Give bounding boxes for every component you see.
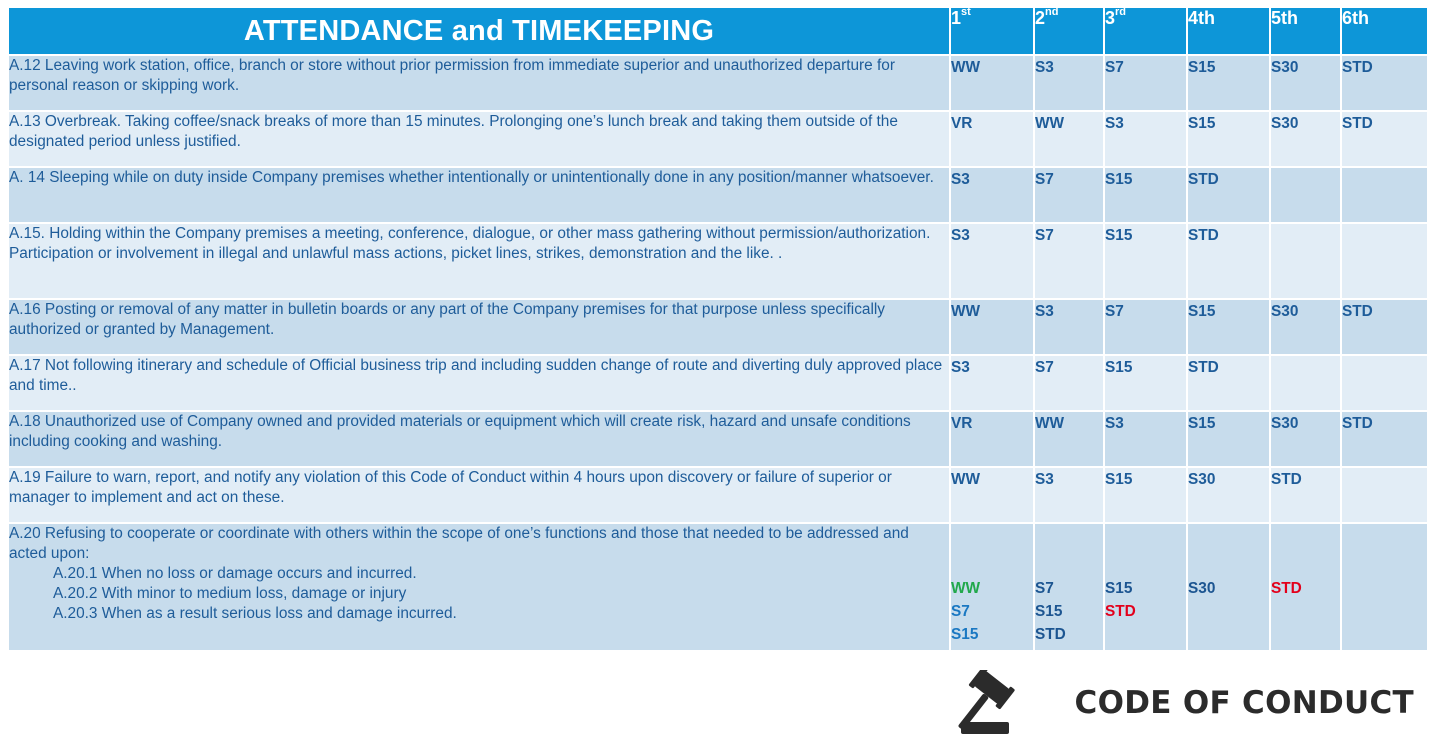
penalty-1st: S3: [951, 356, 1033, 410]
penalty-5th: S30: [1271, 412, 1340, 466]
penalty-3rd: S15: [1105, 224, 1186, 298]
table-row: [9, 56, 1427, 110]
penalty-4th: S15: [1188, 412, 1269, 466]
penalty-3rd: S7: [1105, 300, 1186, 354]
col-header-4th: 4th: [1188, 8, 1269, 54]
penalty-3rd: S7: [1105, 56, 1186, 110]
penalty-value: S7: [951, 603, 970, 620]
penalty-5th: S30: [1271, 56, 1340, 110]
table-row: [9, 468, 1427, 522]
col-header-6th: 6th: [1342, 8, 1427, 54]
penalty-4th: [1188, 524, 1269, 650]
logo-text: CODE OF CONDUCT: [1074, 685, 1414, 721]
col-header-sup: st: [961, 6, 971, 18]
penalty-6th: STD: [1342, 56, 1427, 110]
table-row: [9, 524, 1427, 650]
penalty-3rd: S15: [1105, 468, 1186, 522]
table-title: ATTENDANCE and TIMEKEEPING: [9, 8, 949, 54]
penalty-6th: STD: [1342, 112, 1427, 166]
offense-description: A.12 Leaving work station, office, branch or store without prior permission from immediate superior and unauthorized departure for personal reason or skipping work.: [9, 56, 949, 110]
offense-description: A.17 Not following itinerary and schedule of Official business trip and including sudden change of route and diverting duly approved place and time..: [9, 356, 949, 410]
penalty-2nd: [1035, 524, 1103, 650]
penalty-4th: S15: [1188, 112, 1269, 166]
penalty-3rd: [1105, 524, 1186, 650]
penalty-2nd: S7: [1035, 168, 1103, 222]
penalty-1st: [951, 524, 1033, 650]
penalty-4th: S15: [1188, 300, 1269, 354]
penalty-value: S15: [1035, 603, 1063, 620]
penalty-3rd: S3: [1105, 112, 1186, 166]
col-header-5th: 5th: [1271, 8, 1340, 54]
table-row: [9, 112, 1427, 166]
penalty-2nd: S7: [1035, 356, 1103, 410]
col-header-num: 1: [951, 8, 962, 28]
penalty-value: S15: [1105, 580, 1133, 597]
penalty-6th: [1342, 224, 1427, 298]
offense-description: A. 14 Sleeping while on duty inside Company premises whether intentionally or unintentionally done in any position/manner whatsoever.: [9, 168, 949, 222]
penalty-6th: [1342, 356, 1427, 410]
code-of-conduct-logo: [957, 670, 1414, 736]
penalty-1st: WW: [951, 56, 1033, 110]
penalty-4th: STD: [1188, 168, 1269, 222]
penalty-5th: STD: [1271, 468, 1340, 522]
penalty-2nd: WW: [1035, 112, 1103, 166]
code-of-conduct-table: [7, 6, 1429, 652]
table-row: [9, 224, 1427, 298]
offense-subitem: A.20.3 When as a result serious loss and damage incurred.: [53, 605, 457, 622]
penalty-4th: STD: [1188, 356, 1269, 410]
table-row: [9, 168, 1427, 222]
penalty-5th: [1271, 524, 1340, 650]
penalty-value: STD: [1035, 626, 1066, 643]
header-row: [9, 8, 1427, 54]
penalty-5th: S30: [1271, 112, 1340, 166]
penalty-6th: [1342, 168, 1427, 222]
penalty-value: S7: [1035, 580, 1054, 597]
penalty-1st: WW: [951, 468, 1033, 522]
penalty-2nd: S3: [1035, 300, 1103, 354]
penalty-value: S15: [951, 626, 979, 643]
penalty-1st: WW: [951, 300, 1033, 354]
offense-subitem: A.20.1 When no loss or damage occurs and incurred.: [53, 565, 417, 582]
penalty-5th: [1271, 224, 1340, 298]
penalty-3rd: S15: [1105, 168, 1186, 222]
penalty-value: S30: [1188, 580, 1216, 597]
penalty-6th: [1342, 524, 1427, 650]
penalty-1st: VR: [951, 112, 1033, 166]
offense-description: A.16 Posting or removal of any matter in bulletin boards or any part of the Company premises for that purpose unless specifically authorized or granted by Management.: [9, 300, 949, 354]
penalty-1st: S3: [951, 224, 1033, 298]
offense-description: A.13 Overbreak. Taking coffee/snack breaks of more than 15 minutes. Prolonging one’s lunch break and taking them outside of the designated period unless justified.: [9, 112, 949, 166]
penalty-2nd: WW: [1035, 412, 1103, 466]
penalty-4th: S30: [1188, 468, 1269, 522]
table-row: [9, 300, 1427, 354]
penalty-6th: STD: [1342, 300, 1427, 354]
penalty-5th: [1271, 168, 1340, 222]
col-header-sup: rd: [1115, 6, 1127, 18]
table-row: [9, 356, 1427, 410]
penalty-5th: S30: [1271, 300, 1340, 354]
offense-subitem: A.20.2 With minor to medium loss, damage or injury: [53, 585, 407, 602]
gavel-icon: [957, 670, 1043, 736]
col-header-1st: [951, 8, 1033, 54]
offense-description: A.18 Unauthorized use of Company owned and provided materials or equipment which will create risk, hazard and unsafe conditions including cooking and washing.: [9, 412, 949, 466]
penalty-value: WW: [951, 580, 981, 597]
offense-description: A.19 Failure to warn, report, and notify any violation of this Code of Conduct within 4 hours upon discovery or failure of superior or manager to implement and act on these.: [9, 468, 949, 522]
penalty-4th: STD: [1188, 224, 1269, 298]
penalty-6th: STD: [1342, 412, 1427, 466]
col-header-3rd: [1105, 8, 1186, 54]
penalty-4th: S15: [1188, 56, 1269, 110]
penalty-6th: [1342, 468, 1427, 522]
offense-description: [9, 524, 949, 650]
penalty-3rd: S3: [1105, 412, 1186, 466]
penalty-5th: [1271, 356, 1340, 410]
penalty-value: STD: [1105, 603, 1136, 620]
col-header-num: 2: [1035, 8, 1046, 28]
col-header-2nd: [1035, 8, 1103, 54]
table-row: [9, 412, 1427, 466]
col-header-sup: nd: [1045, 6, 1059, 18]
penalty-2nd: S3: [1035, 468, 1103, 522]
penalty-value: STD: [1271, 580, 1302, 597]
offense-main-text: A.20 Refusing to cooperate or coordinate with others within the scope of one’s functions and those that needed to be addressed and acted upon:: [9, 525, 909, 562]
col-header-num: 3: [1105, 8, 1116, 28]
offense-description: A.15. Holding within the Company premises a meeting, conference, dialogue, or other mass gathering without permission/authorization. Participation or involvement in illegal and unlawful mass actions, picket lines, strikes, demonstration and the like. .: [9, 224, 949, 298]
penalty-1st: VR: [951, 412, 1033, 466]
penalty-1st: S3: [951, 168, 1033, 222]
penalty-2nd: S3: [1035, 56, 1103, 110]
penalty-2nd: S7: [1035, 224, 1103, 298]
penalty-3rd: S15: [1105, 356, 1186, 410]
